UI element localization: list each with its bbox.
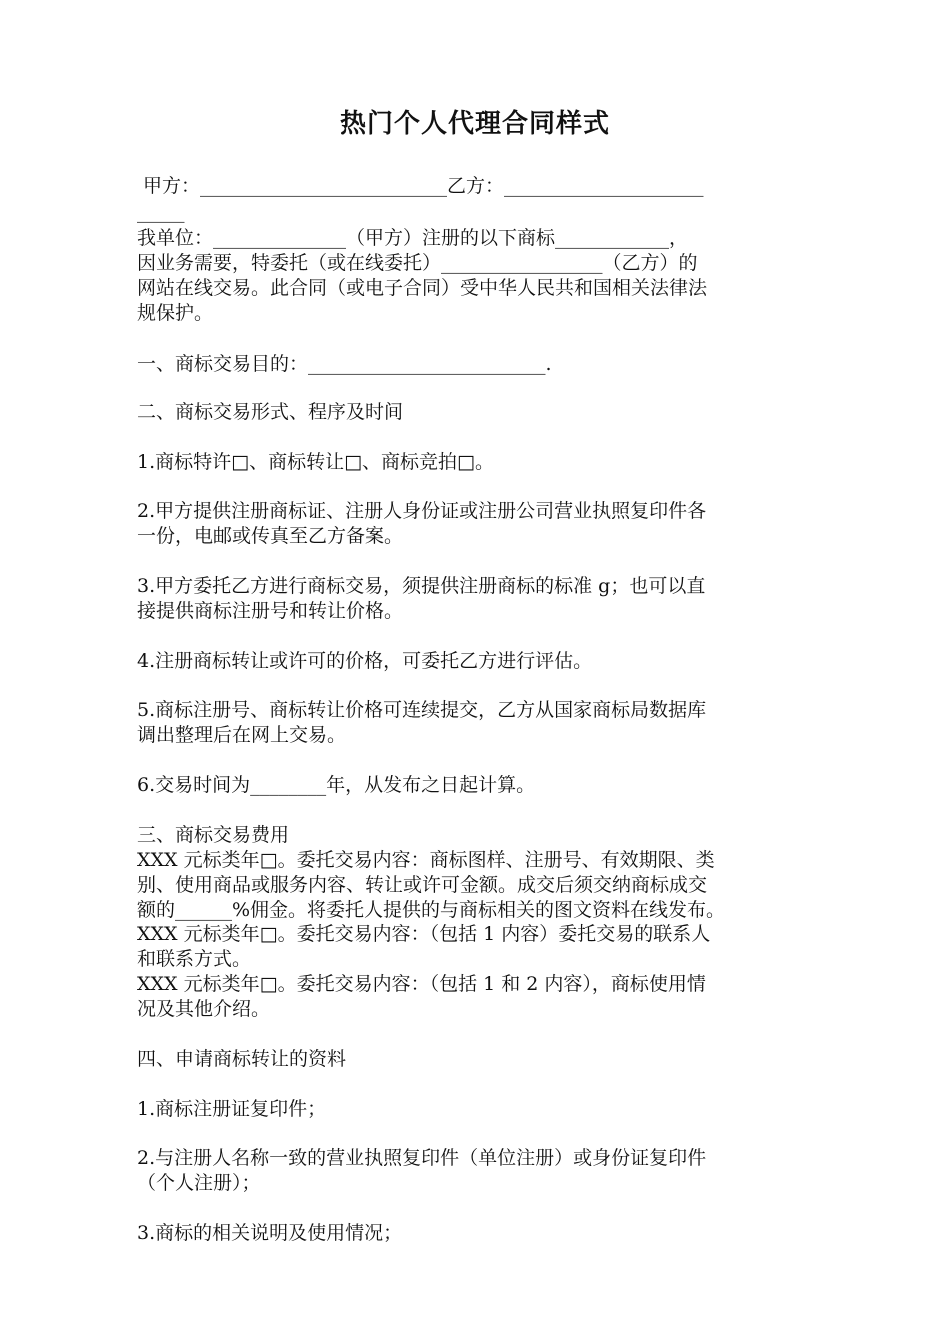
- intro-line: 规保护。: [137, 302, 214, 324]
- clause-4-2: （个人注册）；: [137, 1172, 261, 1194]
- section-heading-fees: 三、商标交易费用: [137, 824, 290, 846]
- clause-4-3: 3.商标的相关说明及使用情况；: [137, 1222, 403, 1244]
- clause-2-3: 接提供商标注册号和转让价格。: [137, 600, 404, 622]
- clause-2-4: 4.注册商标转让或许可的价格，可委托乙方进行评估。: [137, 650, 593, 672]
- clause-2-5: 5.商标注册号、商标转让价格可连续提交，乙方从国家商标局数据库: [137, 699, 707, 721]
- clause-2-1: 1.商标特许□、商标转让□、商标竞拍□。: [137, 451, 494, 473]
- party-line: 甲方：__________________________乙方：_____________________: [137, 175, 704, 197]
- section-heading-purpose: 一、商标交易目的：_________________________.: [137, 353, 552, 375]
- section-heading-materials: 四、申请商标转让的资料: [137, 1048, 347, 1070]
- intro-line: 我单位：______________（甲方）注册的以下商标____________，: [137, 227, 689, 249]
- clause-2-3: 3.甲方委托乙方进行商标交易，须提供注册商标的标准 g；也可以直: [137, 575, 706, 597]
- document-title: 热门个人代理合同样式: [339, 109, 610, 139]
- intro-line: 网站在线交易。此合同（或电子合同）受中华人民共和国相关法律法: [137, 277, 708, 299]
- section-heading-form: 二、商标交易形式、程序及时间: [137, 401, 404, 423]
- fee-line: 别、使用商品或服务内容、转让或许可金额。成交后须交纳商标成交: [137, 874, 708, 896]
- clause-2-5: 调出整理后在网上交易。: [137, 724, 347, 746]
- clause-2-6: 6.交易时间为________年，从发布之日起计算。: [137, 774, 536, 796]
- fee-line: 况及其他介绍。: [137, 998, 271, 1020]
- fee-line: XXX 元标类年□。委托交易内容：（包括 1 和 2 内容），商标使用情: [137, 973, 706, 995]
- clause-2-2: 一份，电邮或传真至乙方备案。: [137, 525, 404, 547]
- clause-4-2: 2.与注册人名称一致的营业执照复印件（单位注册）或身份证复印件: [137, 1147, 707, 1169]
- fee-line: 和联系方式。: [137, 948, 252, 970]
- fee-line: XXX 元标类年□。委托交易内容：（包括 1 内容）委托交易的联系人: [137, 923, 711, 945]
- clause-4-1: 1.商标注册证复印件；: [137, 1098, 327, 1120]
- intro-line: 因业务需要，特委托（或在线委托）_________________（乙方）的: [137, 252, 698, 274]
- clause-2-2: 2.甲方提供注册商标证、注册人身份证或注册公司营业执照复印件各: [137, 500, 707, 522]
- fee-line: XXX 元标类年□。委托交易内容：商标图样、注册号、有效期限、类: [137, 849, 715, 871]
- party-line-continuation: _____: [137, 201, 185, 223]
- fee-line: 额的______%佣金。将委托人提供的与商标相关的图文资料在线发布。: [137, 899, 726, 921]
